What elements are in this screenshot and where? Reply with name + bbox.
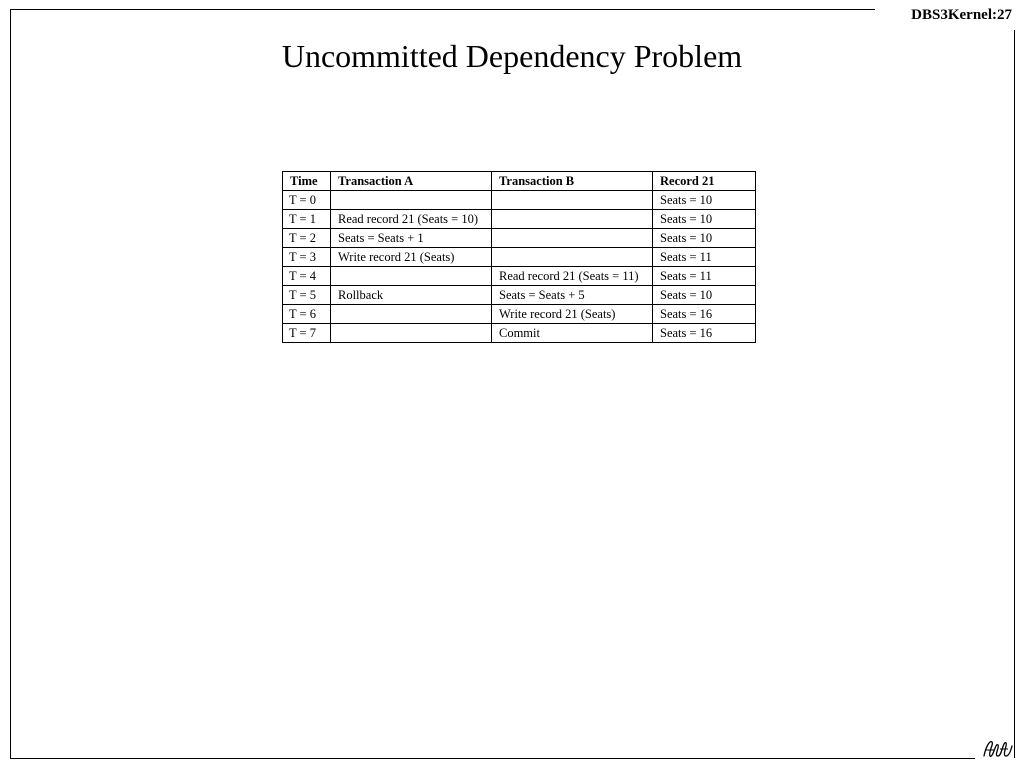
frame-left-line: [10, 9, 11, 759]
frame-top-line: [10, 9, 875, 10]
cell-transaction-b: Seats = Seats + 5: [492, 286, 653, 305]
cell-time: T = 2: [283, 229, 331, 248]
cell-transaction-b: Commit: [492, 324, 653, 343]
cell-record-21: Seats = 11: [653, 267, 756, 286]
cell-transaction-a: [331, 267, 492, 286]
cell-record-21: Seats = 10: [653, 191, 756, 210]
table-header-row: [283, 172, 756, 191]
cell-time: T = 7: [283, 324, 331, 343]
cell-time: T = 1: [283, 210, 331, 229]
cell-transaction-b: [492, 248, 653, 267]
cell-transaction-a: [331, 305, 492, 324]
cell-transaction-a: Read record 21 (Seats = 10): [331, 210, 492, 229]
cell-transaction-a: Rollback: [331, 286, 492, 305]
table-row: [283, 286, 756, 305]
cell-transaction-a: Seats = Seats + 1: [331, 229, 492, 248]
cell-transaction-b: [492, 191, 653, 210]
header-transaction-a: Transaction A: [331, 172, 492, 191]
header-transaction-b: Transaction B: [492, 172, 653, 191]
cell-record-21: Seats = 10: [653, 286, 756, 305]
cell-transaction-b: [492, 229, 653, 248]
cell-record-21: Seats = 11: [653, 248, 756, 267]
cell-transaction-b: [492, 210, 653, 229]
frame-right-line: [1014, 30, 1015, 758]
cell-transaction-a: [331, 324, 492, 343]
cell-time: T = 6: [283, 305, 331, 324]
cell-record-21: Seats = 10: [653, 210, 756, 229]
cell-time: T = 4: [283, 267, 331, 286]
table-row: [283, 191, 756, 210]
table-row: [283, 305, 756, 324]
cell-transaction-b: Read record 21 (Seats = 11): [492, 267, 653, 286]
header-time: Time: [283, 172, 331, 191]
slide-title: Uncommitted Dependency Problem: [281, 38, 743, 74]
cell-time: T = 0: [283, 191, 331, 210]
signature-logo-icon: [982, 736, 1014, 760]
table-row: [283, 248, 756, 267]
cell-record-21: Seats = 16: [653, 305, 756, 324]
table-row: [283, 267, 756, 286]
transaction-table: [282, 171, 756, 343]
frame-bottom-line: [10, 758, 975, 759]
header-record-21: Record 21: [653, 172, 756, 191]
cell-record-21: Seats = 16: [653, 324, 756, 343]
cell-record-21: Seats = 10: [653, 229, 756, 248]
cell-time: T = 3: [283, 248, 331, 267]
cell-time: T = 5: [283, 286, 331, 305]
table-row: [283, 324, 756, 343]
cell-transaction-a: Write record 21 (Seats): [331, 248, 492, 267]
table-row: [283, 210, 756, 229]
cell-transaction-a: [331, 191, 492, 210]
slide-id: DBS3Kernel:27: [911, 7, 1012, 23]
table-row: [283, 229, 756, 248]
cell-transaction-b: Write record 21 (Seats): [492, 305, 653, 324]
